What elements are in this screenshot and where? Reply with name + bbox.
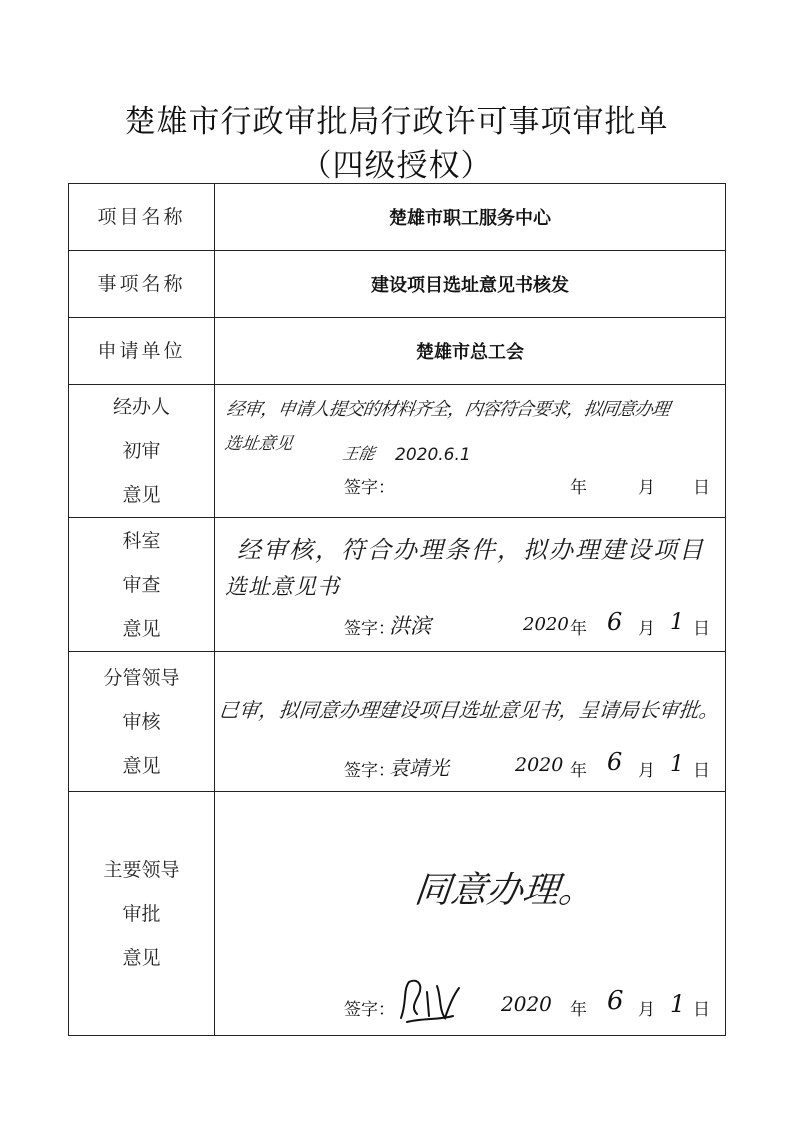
chief-signature-scribble — [393, 972, 473, 1027]
handler-opinion-row — [69, 385, 726, 518]
section-opinion-text: 经审核，符合办理条件，拟办理建设项目 — [237, 536, 705, 564]
deputy-year-label: 年 — [570, 761, 587, 781]
deputy-opinion-label — [69, 652, 215, 792]
document-subtitle: （四级授权） — [300, 148, 493, 184]
project-row — [69, 184, 726, 251]
matter-row — [69, 251, 726, 318]
deputy-opinion-row — [69, 652, 726, 792]
applicant-row — [69, 318, 726, 385]
handler-day-label: 日 — [693, 478, 710, 498]
deputy-sign-label: 签字： — [344, 761, 395, 781]
chief-day: 1 — [670, 990, 686, 1018]
chief-opinion-row — [69, 792, 726, 1036]
section-year: 2020 — [523, 614, 569, 635]
chief-label-line1: 主要领导 — [103, 858, 180, 881]
section-label-line3: 意见 — [122, 617, 161, 640]
chief-opinion-label — [69, 792, 215, 1036]
applicant-label: 申请单位 — [69, 318, 215, 385]
deputy-month: 6 — [607, 748, 623, 776]
deputy-opinion-text: 已审，拟同意办理建设项目选址意见书，呈请局长审批。 — [217, 698, 721, 722]
deputy-label-line1: 分管领导 — [103, 666, 180, 689]
deputy-label-line2: 审核 — [122, 710, 161, 733]
section-opinion-text2: 选址意见书 — [225, 575, 341, 600]
document-title: 楚雄市行政审批局行政许可事项审批单 — [124, 104, 669, 140]
deputy-opinion-cell — [215, 652, 726, 792]
section-day-label: 日 — [693, 619, 710, 639]
section-month: 6 — [607, 608, 623, 636]
handler-opinion-cell — [215, 385, 726, 518]
deputy-day-label: 日 — [693, 761, 710, 781]
section-opinion-row — [69, 518, 726, 652]
approval-table — [68, 183, 726, 1036]
deputy-day: 1 — [670, 752, 684, 777]
deputy-month-label: 月 — [638, 761, 655, 781]
section-label-line2: 审查 — [122, 573, 161, 596]
chief-year: 2020 — [501, 992, 552, 1016]
deputy-signer: 袁靖光 — [389, 756, 449, 780]
section-signer: 洪滨 — [389, 614, 431, 638]
section-opinion-cell — [215, 518, 726, 652]
applicant-value: 楚雄市总工会 — [215, 318, 726, 385]
handler-label-line1: 经办人 — [112, 396, 170, 418]
chief-label-line3: 意见 — [122, 946, 161, 969]
chief-day-label: 日 — [693, 1000, 710, 1020]
handler-year-label: 年 — [570, 478, 587, 498]
chief-year-label: 年 — [570, 1000, 587, 1020]
handler-signature: 王能 — [341, 444, 377, 463]
handler-label-line2: 初审 — [122, 440, 161, 462]
handler-sign-label: 签字： — [344, 478, 395, 498]
matter-value: 建设项目选址意见书核发 — [215, 251, 726, 318]
handler-opinion-text: 经审，申请人提交的材料齐全，内容符合要求，拟同意办理 — [225, 399, 671, 420]
handler-handwritten-date: 2020.6.1 — [395, 445, 471, 465]
handler-opinion-label — [69, 385, 215, 518]
section-sign-label: 签字： — [344, 619, 395, 639]
handler-opinion-text2: 选址意见 — [223, 434, 295, 454]
project-value: 楚雄市职工服务中心 — [215, 184, 726, 251]
deputy-year: 2020 — [515, 754, 564, 776]
section-opinion-label — [69, 518, 215, 652]
handler-month-label: 月 — [638, 478, 655, 498]
section-label-line1: 科室 — [122, 529, 161, 552]
chief-label-line2: 审批 — [122, 902, 161, 925]
chief-sign-label: 签字： — [344, 1000, 395, 1020]
project-label: 项目名称 — [69, 184, 215, 251]
chief-month: 6 — [607, 986, 624, 1016]
deputy-label-line3: 意见 — [122, 754, 161, 777]
matter-label: 事项名称 — [69, 251, 215, 318]
chief-opinion-cell — [215, 792, 726, 1036]
chief-month-label: 月 — [638, 1000, 655, 1020]
section-year-label: 年 — [570, 619, 587, 639]
section-day: 1 — [670, 610, 684, 635]
section-month-label: 月 — [638, 619, 655, 639]
handler-label-line3: 意见 — [122, 484, 161, 506]
chief-opinion-text: 同意办理。 — [412, 870, 597, 911]
